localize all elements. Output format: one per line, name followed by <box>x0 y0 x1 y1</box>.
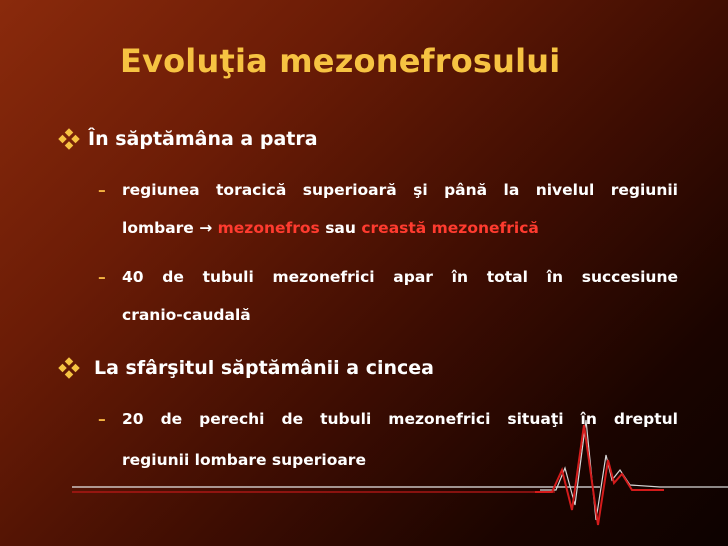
item-connector: sau <box>325 219 356 237</box>
item-text-prefix: lombare <box>122 219 194 237</box>
term-mezonefros: mezonefros <box>217 219 320 237</box>
item-line-1: 20 de perechi de tubuli mezonefrici situaţi în dreptul <box>122 410 678 428</box>
dash-bullet: – <box>98 268 106 286</box>
item-line-1: regiunea toracică superioară şi până la nivelul regiunii <box>122 181 678 199</box>
item-line-1: 40 de tubuli mezonefrici apar în total în succesiune <box>122 268 678 286</box>
item-line-2: cranio-caudală <box>122 306 251 324</box>
slide-title: Evoluţia mezonefrosului <box>120 42 561 80</box>
ecg-waveform-light <box>540 420 728 520</box>
right-arrow-icon: → <box>199 219 213 237</box>
dash-bullet: – <box>98 181 106 199</box>
dash-bullet: – <box>98 410 106 428</box>
ecg-waveform-red <box>535 425 664 525</box>
term-creasta-mezonefrica: creastă mezonefrică <box>361 219 539 237</box>
section-heading-text: La sfârşitul săptămânii a cincea <box>94 357 434 379</box>
item-line-2: regiunii lombare superioare <box>122 451 366 469</box>
section-heading-text: În săptămâna a patra <box>88 128 318 150</box>
